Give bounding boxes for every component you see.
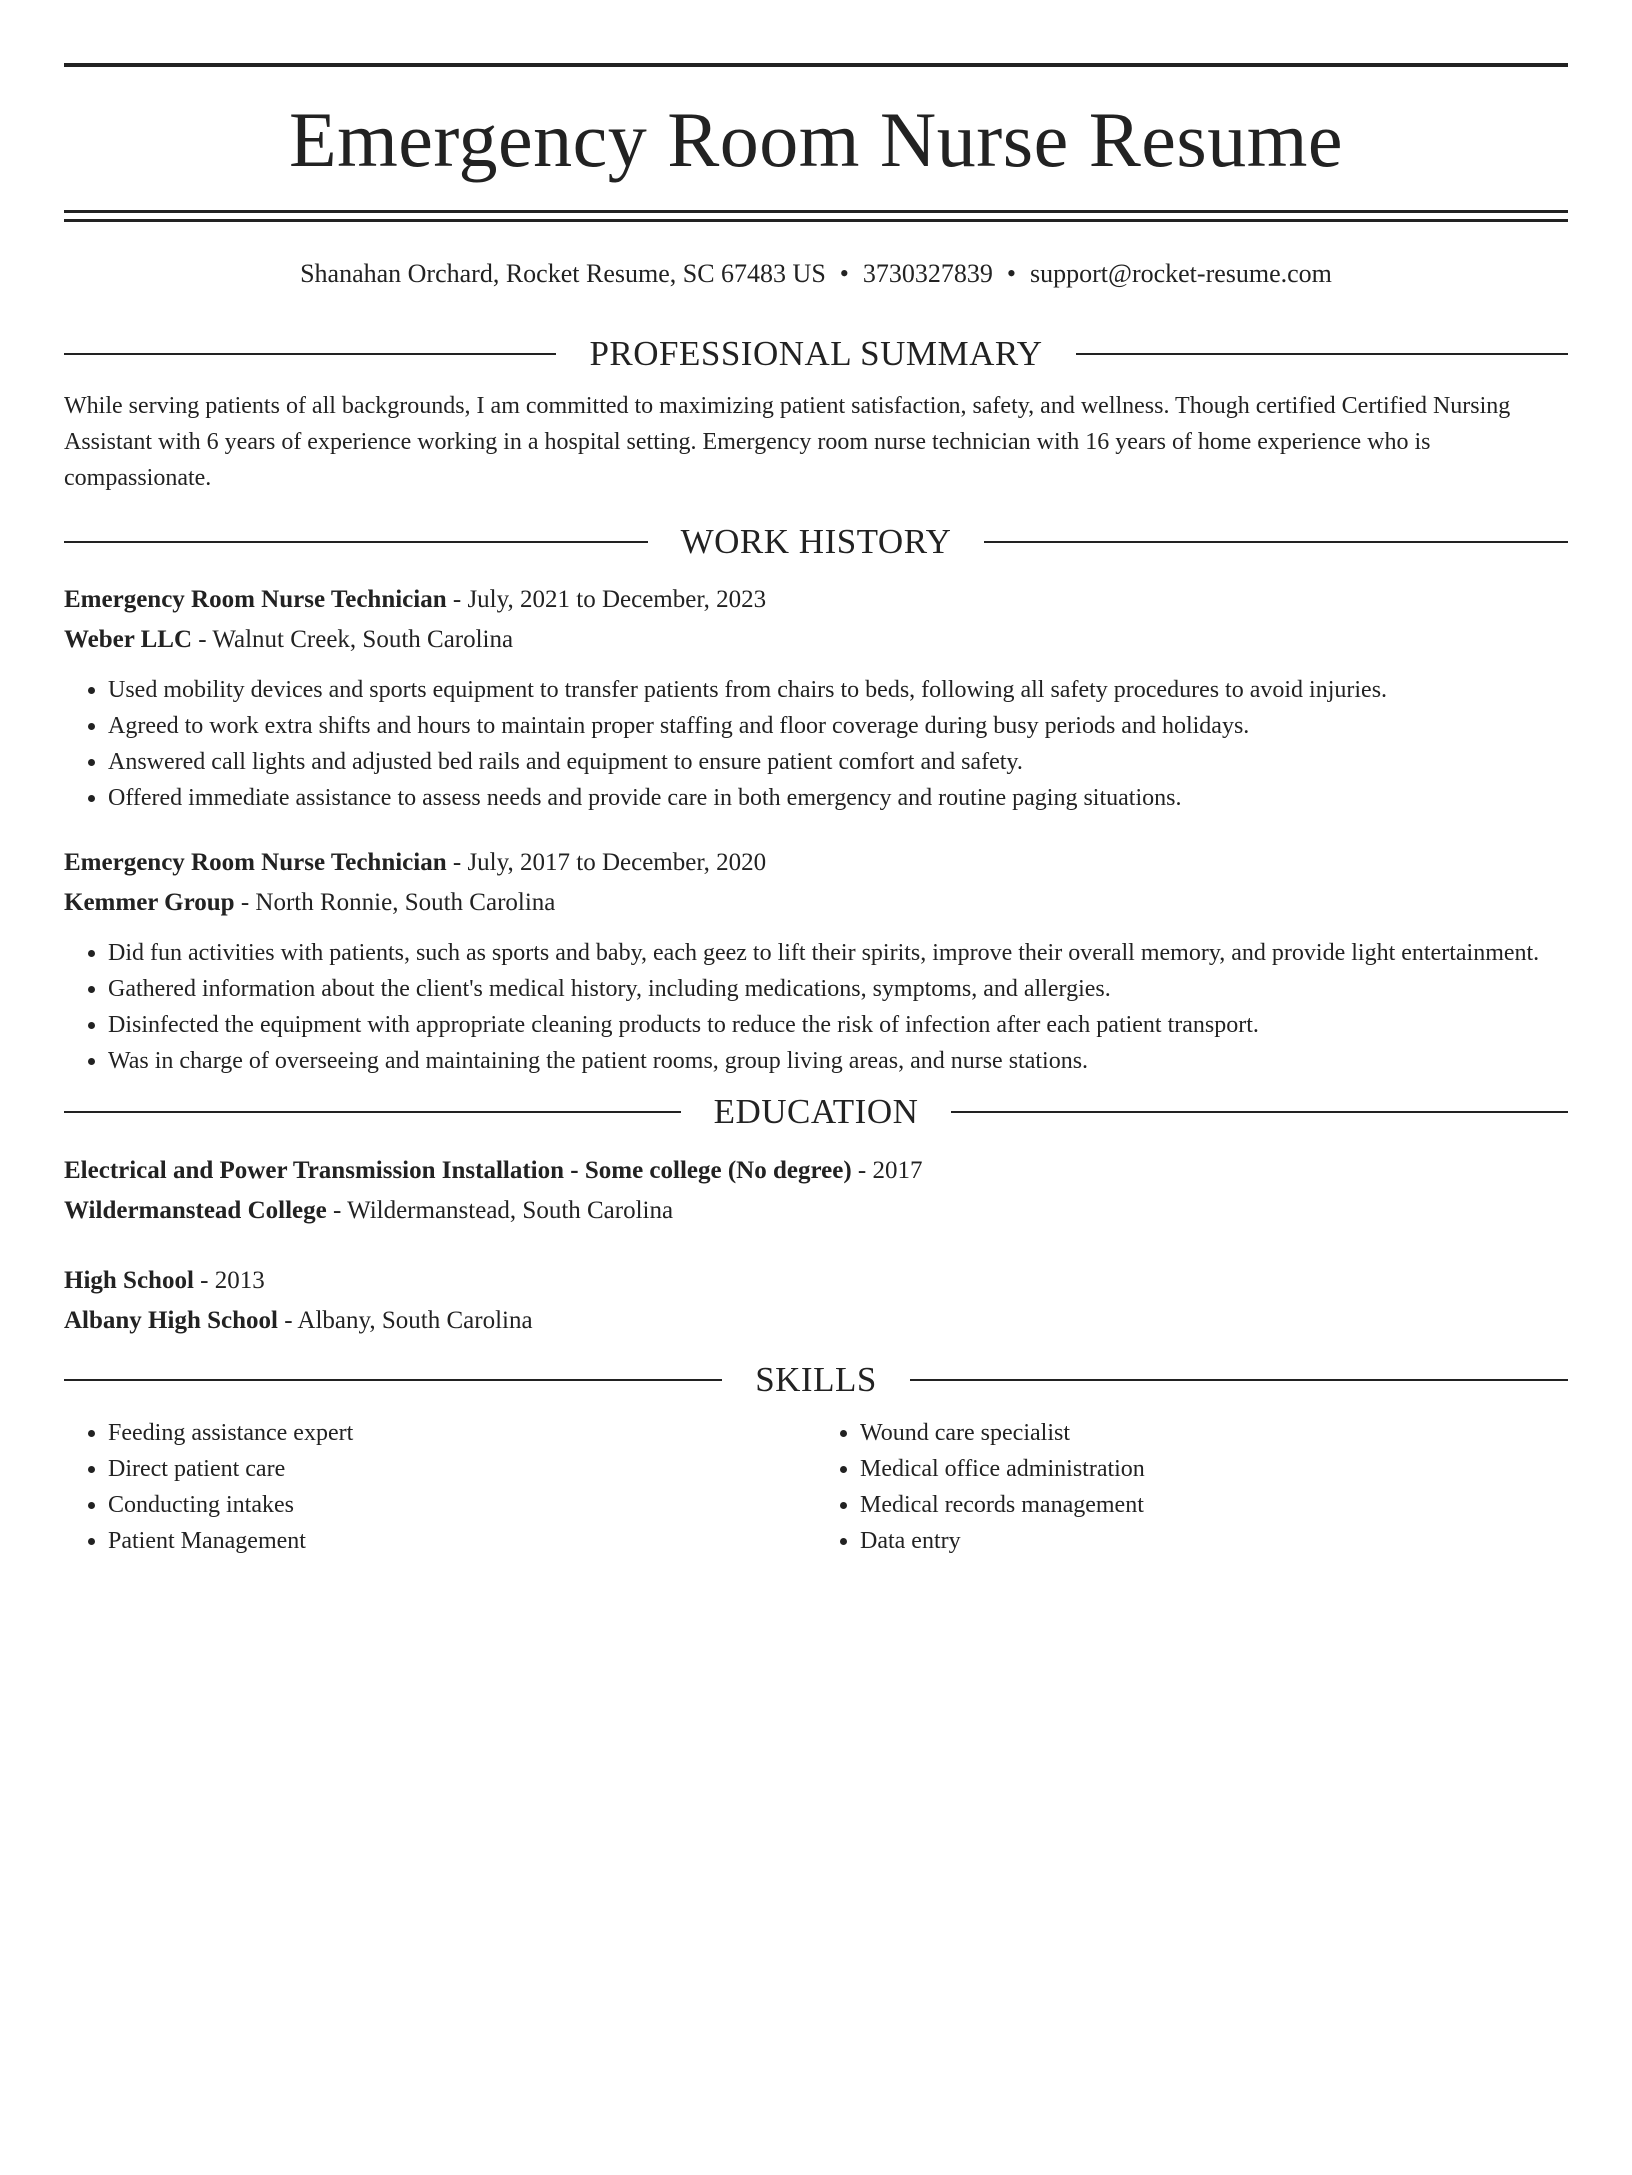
education-school: Albany High School [64,1307,278,1334]
heading-rule-right [984,541,1568,543]
job-entry-2 [64,843,1568,1079]
education-school: Wildermanstead College [64,1197,327,1224]
education-year: - 2017 [851,1157,923,1184]
job-company-line [64,620,1568,660]
job-bullet: • Used mobility devices and sports equipment to transfer patients from chairs to beds, following all safety procedures to avoid injuries. [108,672,1568,708]
skill-item: • Patient Management [108,1523,816,1559]
contact-separator: • [1006,259,1016,288]
education-degree-line [64,1151,1568,1191]
summary-section-heading [64,332,1568,376]
contact-email: support@rocket-resume.com [1030,259,1332,288]
job-dates: - July, 2021 to December, 2023 [446,586,767,613]
job-bullets [64,672,1568,816]
job-bullet: • Did fun activities with patients, such as sports and baby, each geez to lift their spirits, improve their overall memory, and provide light entertainment. [108,935,1568,971]
contact-address: Shanahan Orchard, Rocket Resume, SC 67483 US [300,259,826,288]
heading-rule-left [64,1111,681,1113]
contact-line [64,257,1568,291]
heading-rule-left [64,1379,722,1381]
job-bullet: • Agreed to work extra shifts and hours to maintain proper staffing and floor coverage during busy periods and holidays. [108,708,1568,744]
skills-section-heading [64,1358,1568,1402]
job-title-line [64,843,1568,883]
job-title: Emergency Room Nurse Technician [64,849,447,876]
education-entry-1 [64,1151,1568,1231]
job-bullet: • Answered call lights and adjusted bed rails and equipment to ensure patient comfort and safety. [108,744,1568,780]
job-location: - North Ronnie, South Carolina [234,889,556,916]
top-rule [64,63,1568,67]
job-title: Emergency Room Nurse Technician [64,586,447,613]
job-entry-1 [64,580,1568,816]
education-degree-line [64,1261,1568,1301]
education-degree: Electrical and Power Transmission Installation - Some college (No degree) [64,1157,852,1184]
job-title-line [64,580,1568,620]
education-location: - Wildermanstead, South Carolina [326,1197,674,1224]
skills-heading-label: SKILLS [755,1360,877,1399]
summary-heading-label: PROFESSIONAL SUMMARY [589,334,1043,373]
summary-text: While serving patients of all backgrounds, I am committed to maximizing patient satisfaction, safety, and wellness. Though certified Certified Nursing Assistant with 6 years of experience working in a hospital setting. Emergency room nurse technician with 16 years of home experience who is compassionate. [64,393,1511,491]
skill-item: • Medical records management [860,1487,1568,1523]
job-dates: - July, 2017 to December, 2020 [446,849,767,876]
resume-page [0,63,1632,2175]
education-entry-2 [64,1261,1568,1341]
work-section-heading [64,520,1568,564]
heading-rule-left [64,353,556,355]
skill-item: • Wound care specialist [860,1415,1568,1451]
education-school-line [64,1301,1568,1341]
skill-item: • Direct patient care [108,1451,816,1487]
contact-phone: 3730327839 [862,259,993,288]
job-bullet: • Offered immediate assistance to assess needs and provide care in both emergency and routine paging situations. [108,780,1568,816]
job-bullet: • Disinfected the equipment with appropriate cleaning products to reduce the risk of infection after each patient transport. [108,1007,1568,1043]
education-school-line [64,1191,1568,1231]
skill-item: • Feeding assistance expert [108,1415,816,1451]
heading-rule-right [951,1111,1568,1113]
education-degree: High School [64,1267,194,1294]
contact-separator: • [839,259,849,288]
education-year: - 2013 [193,1267,265,1294]
job-bullets [64,935,1568,1079]
job-bullet: • Gathered information about the client's medical history, including medications, symptoms, and allergies. [108,971,1568,1007]
skills-column-right [816,1415,1568,1559]
heading-rule-left [64,541,648,543]
skill-item: • Medical office administration [860,1451,1568,1487]
skills-list [64,1415,1568,1559]
skill-item: • Data entry [860,1523,1568,1559]
education-heading-label: EDUCATION [713,1092,919,1131]
job-company-line [64,883,1568,923]
job-company: Weber LLC [64,626,193,653]
education-location: - Albany, South Carolina [277,1307,533,1334]
skill-item: • Conducting intakes [108,1487,816,1523]
heading-rule-right [1076,353,1568,355]
work-heading-label: WORK HISTORY [680,522,952,561]
education-section-heading [64,1090,1568,1134]
resume-title: Emergency Room Nurse Resume [288,96,1343,183]
title-double-rule [64,210,1568,222]
heading-rule-right [910,1379,1568,1381]
skills-column-left [64,1415,816,1559]
job-bullet: • Was in charge of overseeing and maintaining the patient rooms, group living areas, and nurse stations. [108,1043,1568,1079]
job-company: Kemmer Group [64,889,235,916]
job-location: - Walnut Creek, South Carolina [192,626,514,653]
